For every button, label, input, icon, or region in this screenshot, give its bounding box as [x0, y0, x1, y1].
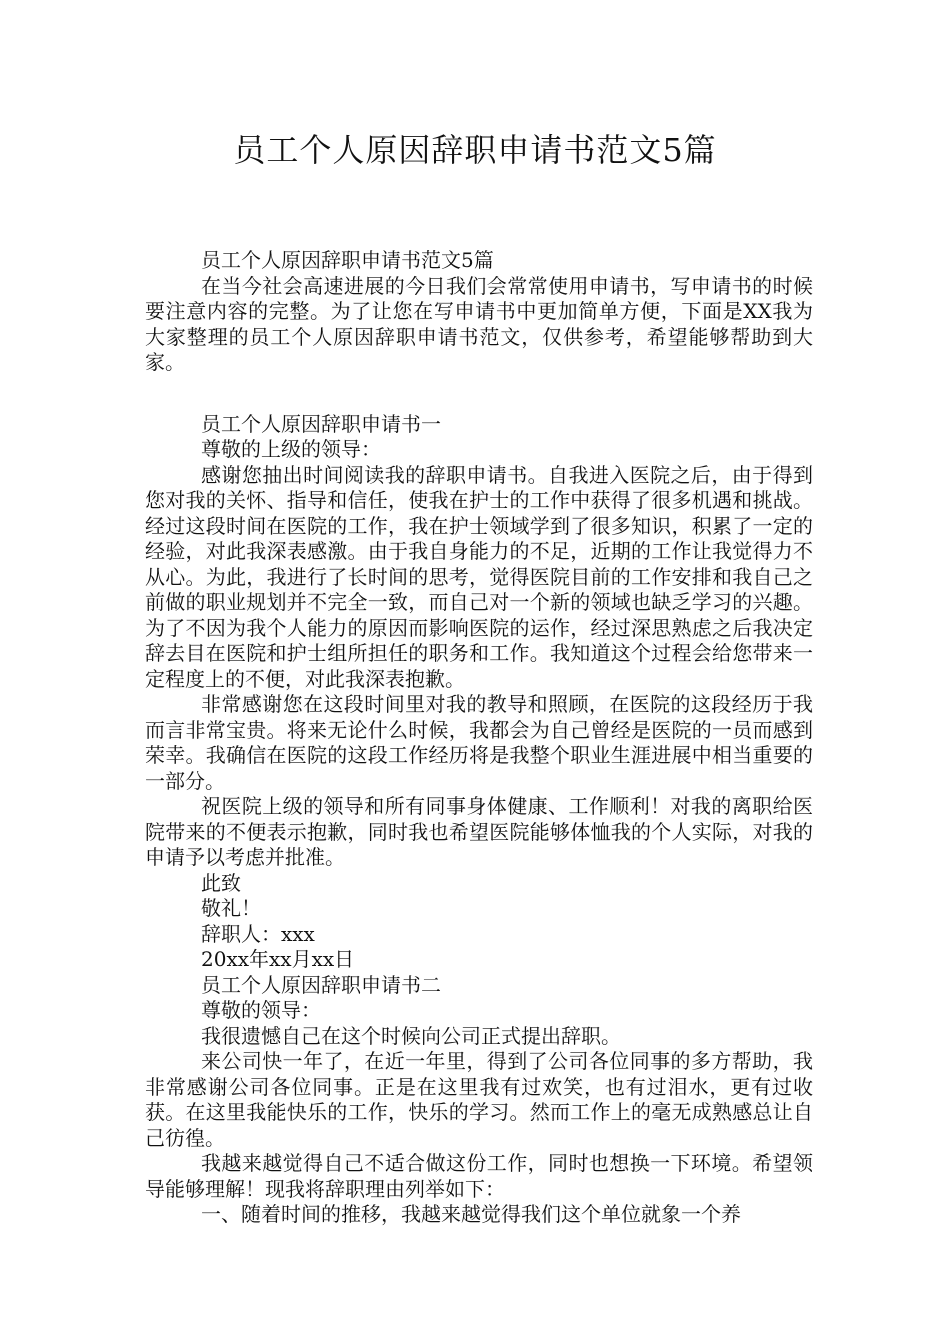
- document-title: 员工个人原因辞职申请书范文5篇: [233, 131, 717, 169]
- date-line: 20xx年xx月xx日: [201, 947, 355, 971]
- document-body: [145, 248, 813, 1228]
- closing-regards: 敬礼！: [201, 896, 261, 920]
- section-heading-one: 员工个人原因辞职申请书一: [201, 411, 441, 436]
- blank-line: [145, 376, 813, 412]
- intro-paragraph: 在当今社会高速进展的今日我们会常常使用申请书，写申请书的时候要注意内容的完整。为了让您在写申请书中更加简单方便，下面是XX我为大家整理的员工个人原因辞职申请书范文，仅供参考，希望能够帮助到大家。: [145, 273, 813, 374]
- letter-two-paragraph-2: 来公司快一年了，在近一年里，得到了公司各位同事的多方帮助，我非常感谢公司各位同事。正是在这里我有过欢笑，也有过泪水，更有过收获。在这里我能快乐的工作，快乐的学习。然而工作上的毫无成熟感总让自己彷徨。: [145, 1049, 813, 1150]
- intro-heading: 员工个人原因辞职申请书范文5篇: [201, 248, 494, 272]
- letter-one-paragraph-3: 祝医院上级的领导和所有同事身体健康、工作顺利！对我的离职给医院带来的不便表示抱歉，同时我也希望医院能够体恤我的个人实际，对我的申请予以考虑并批准。: [145, 794, 813, 869]
- letter-two-paragraph-4: 一、随着时间的推移，我越来越觉得我们这个单位就象一个养: [201, 1202, 741, 1226]
- letter-one-paragraph-2: 非常感谢您在这段时间里对我的教导和照顾，在医院的这段经历于我而言非常宝贵。将来无论什么时候，我都会为自己曾经是医院的一员而感到荣幸。我确信在医院的这段工作经历将是我整个职业生涯进展中相当重要的一部分。: [145, 692, 813, 793]
- letter-one-paragraph-1: 感谢您抽出时间阅读我的辞职申请书。自我进入医院之后，由于得到您对我的关怀、指导和信任，使我在护士的工作中获得了很多机遇和挑战。经过这段时间在医院的工作，我在护士领域学到了很多知识，积累了一定的经验，对此我深表感激。由于我自身能力的不足，近期的工作让我觉得力不从心。为此，我进行了长时间的思考，觉得医院目前的工作安排和我自己之前做的职业规划并不完全一致，而自己对一个新的领域也缺乏学习的兴趣。为了不因为我个人能力的原因而影响医院的运作，经过深思熟虑之后我决定辞去目在医院和护士组所担任的职务和工作。我知道这个过程会给您带来一定程度上的不便，对此我深表抱歉。: [145, 462, 813, 691]
- signature-line: 辞职人：xxx: [201, 921, 315, 946]
- letter-two-paragraph-3: 我越来越觉得自己不适合做这份工作，同时也想换一下环境。希望领导能够理解！现我将辞职理由列举如下：: [145, 1151, 813, 1201]
- section-heading-two: 员工个人原因辞职申请书二: [201, 972, 441, 997]
- salutation-one: 尊敬的上级的领导：: [201, 437, 381, 461]
- closing-greeting: 此致: [201, 870, 241, 895]
- salutation-two: 尊敬的领导：: [201, 998, 321, 1022]
- letter-two-paragraph-1: 我很遗憾自己在这个时候向公司正式提出辞职。: [201, 1023, 621, 1048]
